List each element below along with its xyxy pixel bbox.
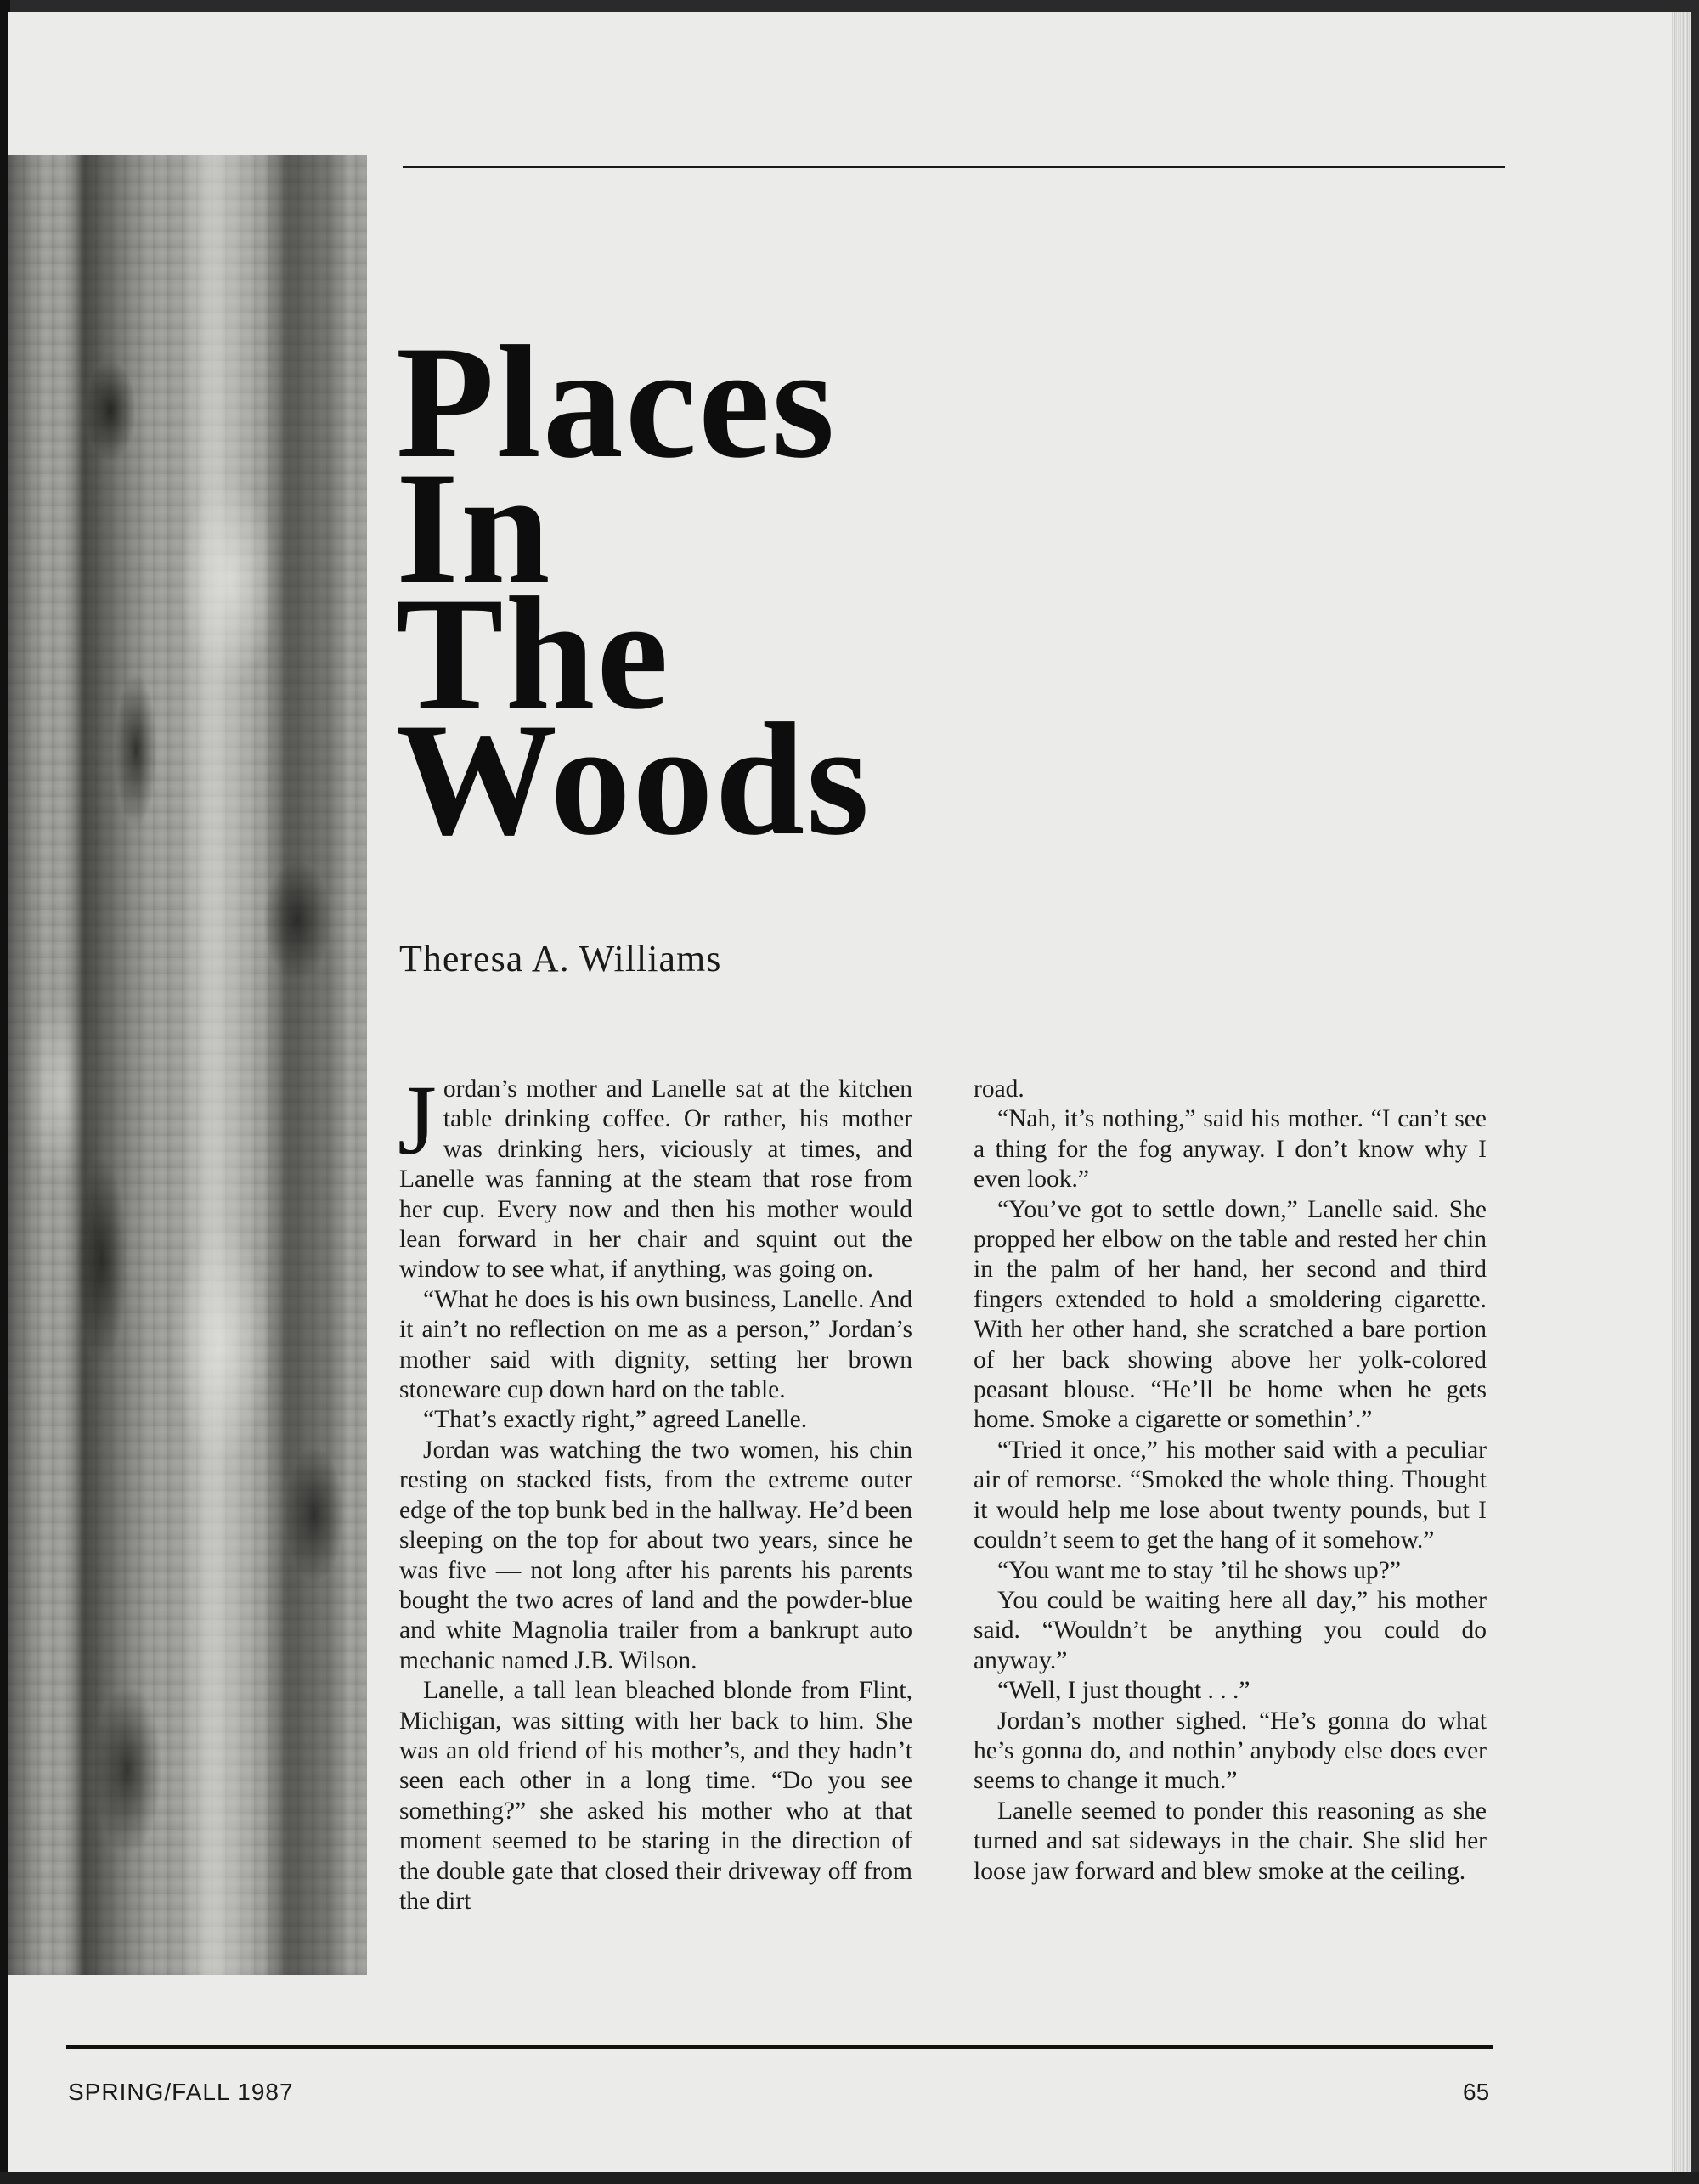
page-stack-edge	[1672, 12, 1691, 2172]
story-title	[396, 313, 872, 869]
paragraph: “Well, I just thought . . .”	[997, 1677, 1250, 1705]
paragraph: “Nah, it’s nothing,” said his mother. “I can’t see a thing for the fog anyway. I don’t know why I even look.”	[974, 1105, 1487, 1194]
bottom-rule	[66, 2045, 1493, 2049]
paragraph: Jordan’s mother sighed. “He’s gonna do what he’s gonna do, and nothin’ anybody else does ever seems to change it much.”	[974, 1707, 1487, 1795]
text-column-right	[974, 1075, 1487, 1887]
title-line: Places	[396, 313, 837, 492]
paragraph: Lanelle, a tall lean bleached blonde from Flint, Michigan, was sitting with her back to him. She was an old friend of his mother’s, and they hadn’t seen each other in a long time. “Do you see something?” she asked his mother who at that moment seemed to be staring in the direction of the double gate that closed their driveway off from the dirt	[399, 1677, 912, 1915]
paragraph: Jordan was watching the two women, his chin resting on stacked fists, from the extreme outer edge of the top bunk bed in the hallway. He’d been sleeping on the top for about two years, since he was five — not long after his parents his parents bought the two acres of land and the powder-blue and white Magnolia trailer from a bankrupt auto mechanic named J.B. Wilson.	[399, 1436, 912, 1674]
paragraph-continuation: road.	[974, 1075, 1024, 1103]
title-line: Woods	[396, 691, 872, 869]
text-column-left	[398, 1064, 912, 1916]
page-number: 65	[1463, 2079, 1490, 2105]
issue-label: SPRING/FALL 1987	[68, 2079, 294, 2105]
weathered-wood-photo	[8, 155, 367, 1975]
title-line: In	[396, 439, 552, 618]
paragraph: Jordan’s mother and Lanelle sat at the kitchen table drinking coffee. Or rather, his mother was drinking hers, viciously at times, and Lanelle was fanning at the steam that rose from her cup. Every now and then his mother would lean forward in her chair and squint out the window to see what, if anything, was going on.	[398, 1064, 912, 1284]
paragraph: Lanelle seemed to ponder this reasoning as she turned and sat sideways in the chair. She slid her loose jaw forward and blew smoke at the ceiling.	[974, 1797, 1487, 1885]
paragraph: “That’s exactly right,” agreed Lanelle.	[423, 1406, 808, 1434]
title-line: The	[396, 565, 670, 743]
paragraph: “You want me to stay ’til he shows up?”	[997, 1556, 1401, 1584]
paragraph: “You’ve got to settle down,” Lanelle said. She propped her elbow on the table and rested her chin in the palm of her hand, her second and third fingers extended to hold a smoldering cigarette. With her other hand, she scratched a bare portion of her back showing above her yolk-colored peasant blouse. “He’ll be home when he gets home. Smoke a cigarette or somethin’.”	[974, 1195, 1487, 1434]
paragraph: “What he does is his own business, Lanelle. And it ain’t no reflection on me as a person,” Jordan’s mother said with dignity, setting her brown stoneware cup down hard on the table.	[399, 1285, 912, 1404]
paragraph: You could be waiting here all day,” his mother said. “Wouldn’t be anything you could do anyway.”	[974, 1586, 1487, 1674]
top-rule	[403, 166, 1505, 168]
paragraph: “Tried it once,” his mother said with a peculiar air of remorse. “Smoked the whole thing. Thought it would help me lose about twenty pounds, but I couldn’t seem to get the hang of it somehow.”	[974, 1436, 1487, 1555]
bottom-edge	[0, 2172, 1699, 2184]
author-byline: Theresa A. Williams	[399, 938, 722, 979]
drop-cap: J	[398, 1064, 437, 1176]
